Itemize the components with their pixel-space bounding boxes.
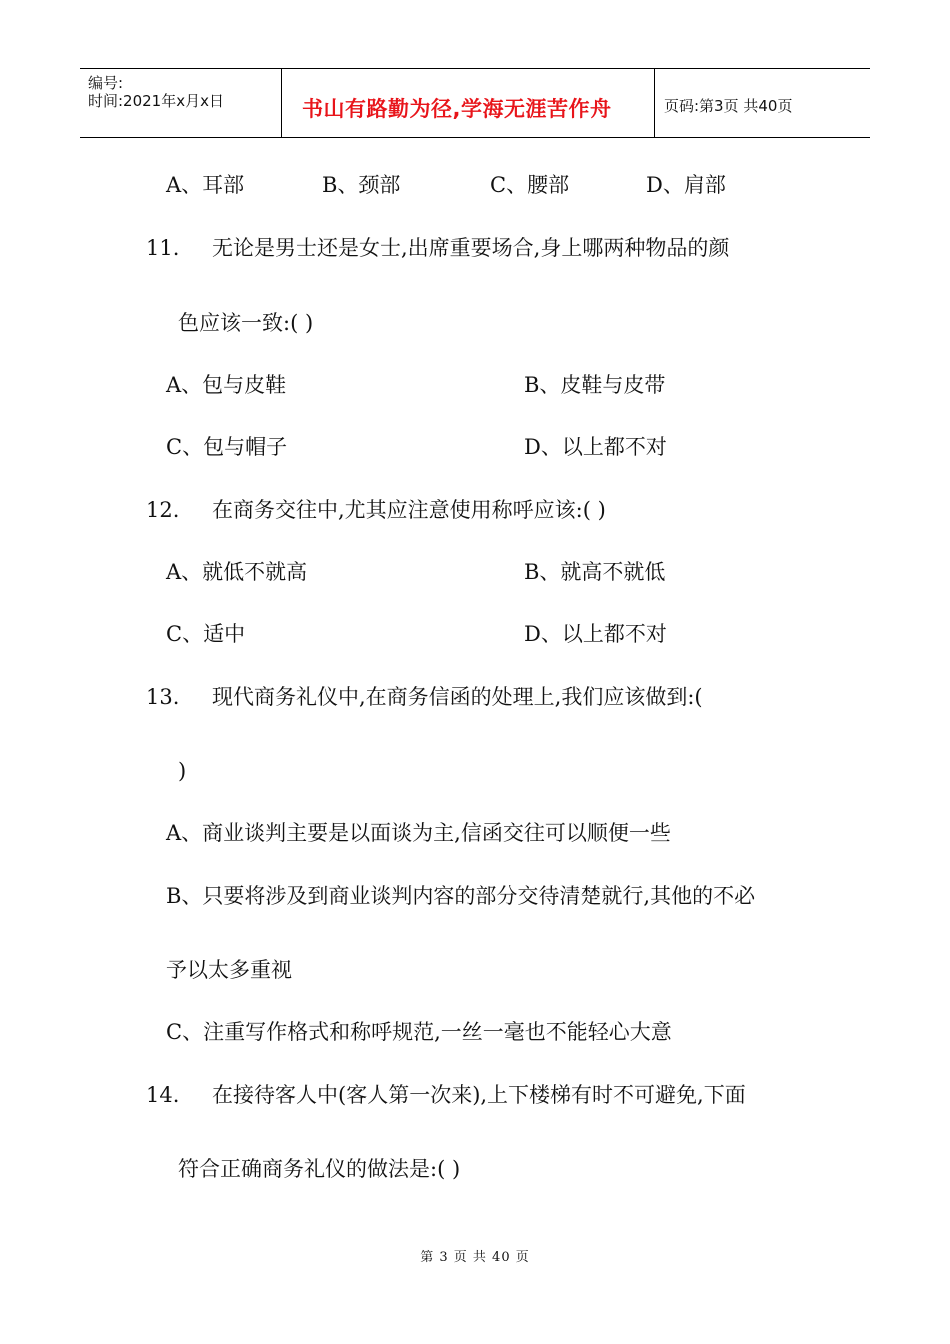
q13-option-b-line2: 予以太多重视: [166, 958, 292, 982]
q11-text-line2: 色应该一致:( ): [178, 311, 314, 335]
header-page-cell: [654, 69, 870, 137]
q11-option-b: B、皮鞋与皮带: [524, 373, 666, 397]
q13-number: 13.: [146, 685, 180, 709]
q12-option-a: A、就低不就高: [166, 560, 308, 584]
q11-text-line1: 无论是男士还是女士,出席重要场合,身上哪两种物品的颜: [212, 236, 730, 260]
q10-option-b: B、颈部: [322, 173, 401, 197]
q13-text-line1: 现代商务礼仪中,在商务信函的处理上,我们应该做到:(: [212, 685, 703, 709]
q13-text-line2: ): [178, 759, 187, 783]
q13-option-a: A、商业谈判主要是以面谈为主,信函交往可以顺便一些: [166, 821, 671, 845]
q11-option-c: C、包与帽子: [166, 435, 288, 459]
q11-option-d: D、以上都不对: [524, 435, 667, 459]
q12-text-line1: 在商务交往中,尤其应注意使用称呼应该:( ): [212, 498, 606, 522]
page-footer: 第 3 页 共 40 页: [420, 1250, 530, 1265]
q14-text-line2: 符合正确商务礼仪的做法是:( ): [178, 1157, 461, 1181]
q12-option-c: C、适中: [166, 622, 246, 646]
q14-text-line1: 在接待客人中(客人第一次来),上下楼梯有时不可避免,下面: [212, 1083, 746, 1107]
page-info: 页码:第3页 共40页: [664, 97, 793, 115]
q12-number: 12.: [146, 498, 180, 522]
q10-option-d: D、肩部: [646, 173, 726, 197]
page-header: [80, 68, 870, 138]
q14-number: 14.: [146, 1083, 180, 1107]
q13-option-c: C、注重写作格式和称呼规范,一丝一毫也不能轻心大意: [166, 1020, 672, 1044]
number-label: 编号:: [88, 74, 124, 92]
motto: 书山有路勤为径,学海无涯苦作舟: [302, 97, 612, 121]
q10-option-c: C、腰部: [490, 173, 570, 197]
q11-number: 11.: [146, 236, 180, 260]
q13-option-b-line1: B、只要将涉及到商业谈判内容的部分交待清楚就行,其他的不必: [166, 884, 756, 908]
q11-option-a: A、包与皮鞋: [166, 373, 287, 397]
q12-option-d: D、以上都不对: [524, 622, 667, 646]
q10-option-a: A、耳部: [166, 173, 245, 197]
q12-option-b: B、就高不就低: [524, 560, 666, 584]
header-motto-cell: [281, 69, 655, 137]
header-left-cell: [80, 69, 280, 137]
time-label: 时间:2021年x月x日: [88, 92, 224, 110]
